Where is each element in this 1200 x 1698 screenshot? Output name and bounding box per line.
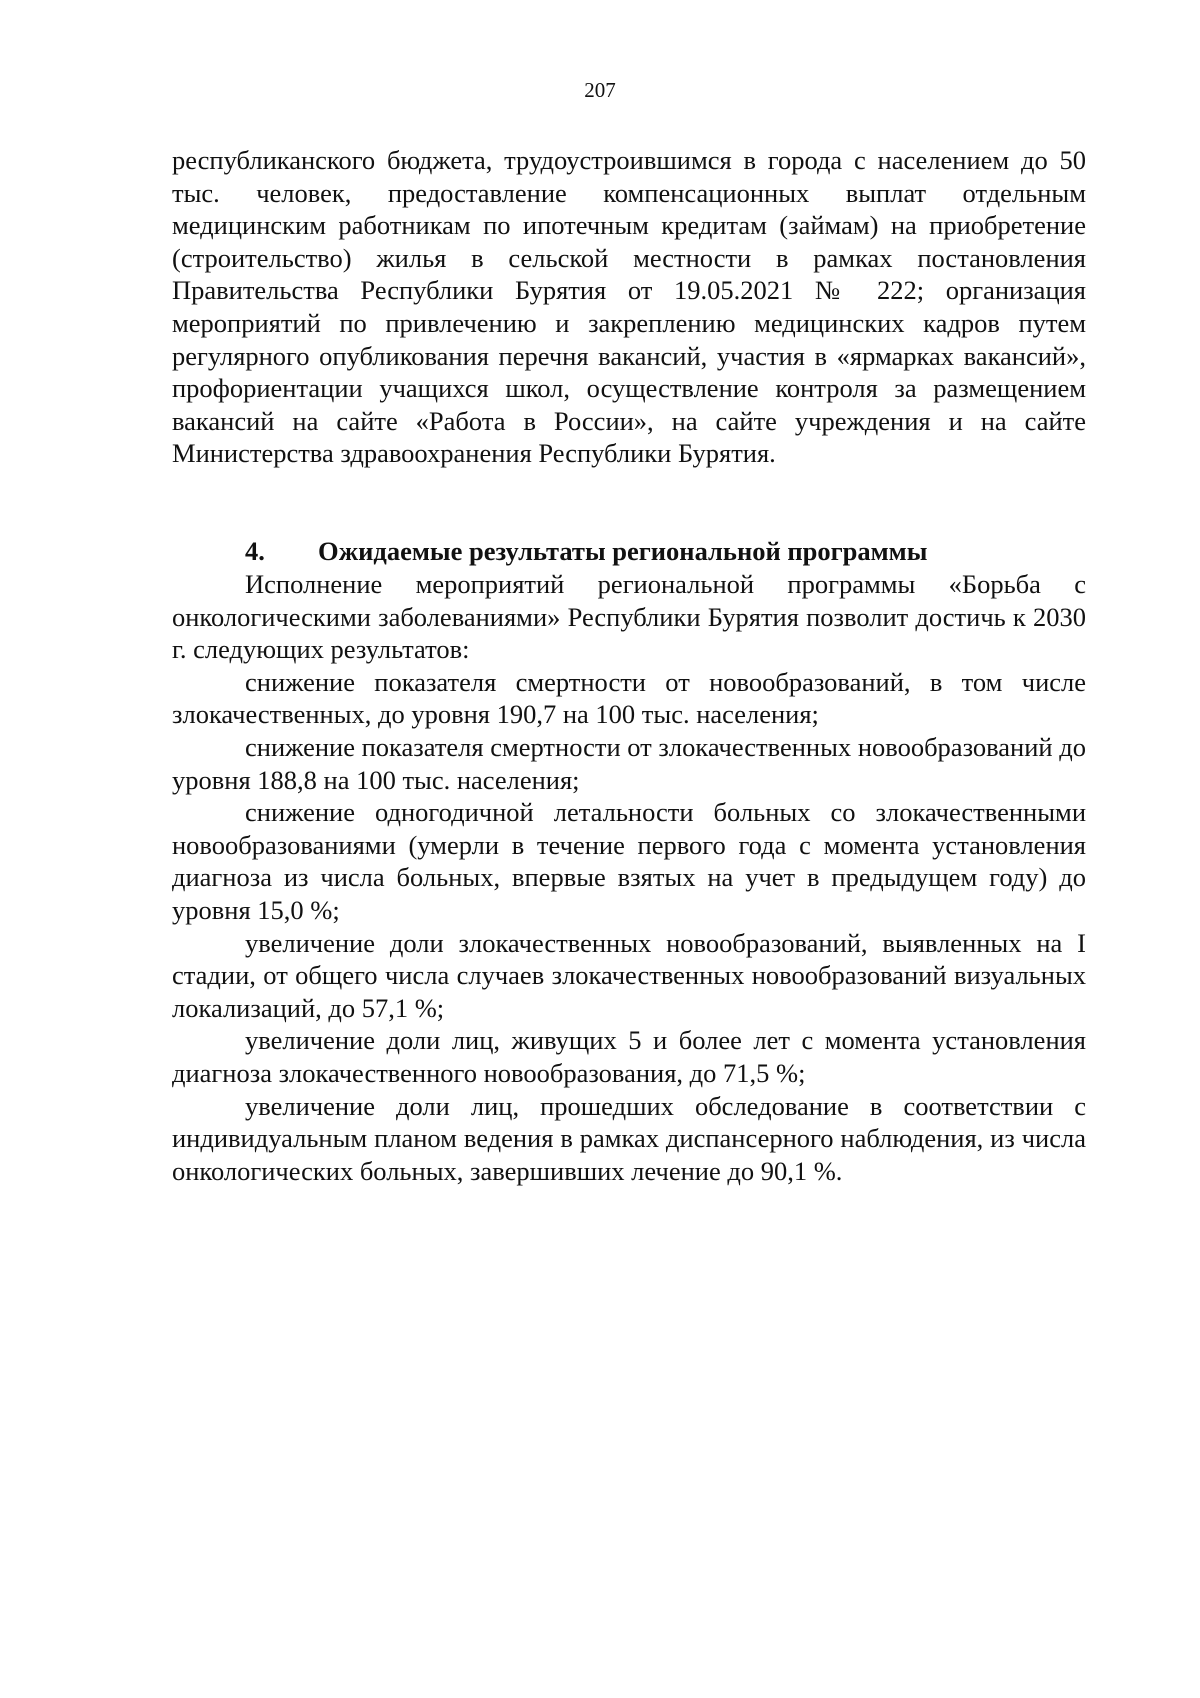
- page-number: 207: [584, 78, 616, 102]
- section-body: [172, 568, 1086, 1187]
- intro-paragraph: республиканского бюджета, трудоустроившимся в города с населением до 50 тыс. человек, предоставление компенсационных выплат отдельным медицинским работникам по ипотечным кредитам (займам) на приобретение (строительство) жилья в сельской местности в рамках постановления Правительства Республики Бурятия от 19.05.2021 № 222; организация мероприятий по привлечению и закреплению медицинских кадров путем регулярного опубликования перечня вакансий, участия в «ярмарках вакансий», профориентации учащихся школ, осуществление контроля за размещением вакансий на сайте «Работа в России», на сайте учреждения и на сайте Министерства здравоохранения Республики Бурятия.: [172, 145, 1086, 469]
- section-lead-paragraph: Исполнение мероприятий региональной программы «Борьба с онкологическими заболеваниями» Республики Бурятия позволит достичь к 2030 г. следующих результатов:: [172, 569, 1086, 665]
- section-number: 4.: [245, 536, 265, 566]
- intro-text-block: [172, 144, 1086, 470]
- result-item: увеличение доли злокачественных новообразований, выявленных на I стадии, от общего числа случаев злокачественных новообразований визуальных локализаций, до 57,1 %;: [172, 927, 1086, 1023]
- result-item: увеличение доли лиц, живущих 5 и более лет с момента установления диагноза злокачественного новообразования, до 71,5 %;: [172, 1025, 1086, 1088]
- result-item: снижение показателя смертности от злокачественных новообразований до уровня 188,8 на 100 тыс. населения;: [172, 731, 1086, 795]
- section-heading: [172, 535, 1086, 568]
- section-title: Ожидаемые результаты региональной программы: [318, 536, 928, 566]
- result-item: увеличение доли лиц, прошедших обследование в соответствии с индивидуальным планом ведения в рамках диспансерного наблюдения, из числа онкологических больных, завершивших лечение до 90,1 %.: [172, 1090, 1086, 1186]
- result-item: снижение одногодичной летальности больных со злокачественными новообразованиями (умерли в течение первого года с момента установления диагноза из числа больных, впервые взятых на учет в предыдущем году) до уровня 15,0 %;: [172, 797, 1086, 925]
- result-item: снижение показателя смертности от новообразований, в том числе злокачественных, до уровня 190,7 на 100 тыс. населения;: [172, 666, 1086, 730]
